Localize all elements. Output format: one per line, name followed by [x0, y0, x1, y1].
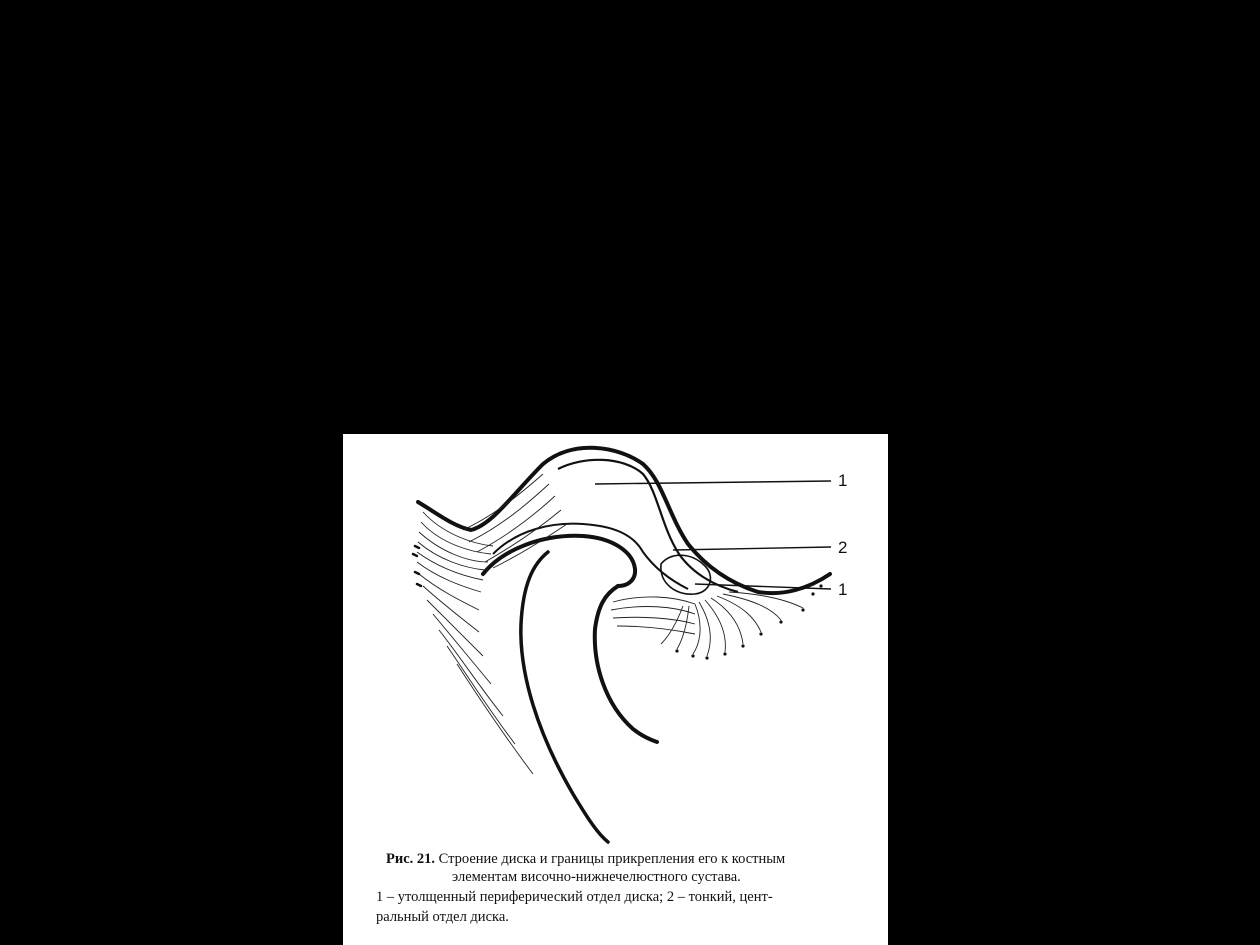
caption-legend-line1: 1 – утолщенный периферический отдел диска; 2 – тонкий, цент- — [376, 889, 773, 905]
anterior-fibers — [611, 592, 803, 656]
disc-upper-surface — [493, 524, 688, 589]
callout-number-1-bottom: 1 — [838, 580, 848, 599]
callout-line-2 — [673, 547, 831, 550]
caption-title-line1 — [386, 850, 882, 868]
caption-legend-line2: ральный отдел диска. — [376, 909, 509, 925]
condyle-neck-back — [521, 552, 608, 842]
tmj-disc-diagram — [343, 434, 888, 854]
temporal-bone-contour — [418, 448, 830, 593]
caption-title-text1: Строение диска и границы прикрепления его к костным — [438, 851, 786, 867]
caption-label: Рис. 21. — [386, 851, 436, 867]
figure-caption — [376, 850, 882, 926]
callout-number-2: 2 — [838, 538, 848, 557]
condyle-neck-front — [595, 586, 657, 742]
callout-line-1-top — [595, 481, 831, 484]
callout-number-1-top: 1 — [838, 471, 848, 490]
figure-plate — [343, 434, 888, 945]
caption-title-line2: элементам височно-нижнечелюстного сустава. — [452, 869, 741, 885]
fossa-inner-line — [558, 460, 738, 592]
anterior-fiber-dots — [675, 584, 822, 659]
